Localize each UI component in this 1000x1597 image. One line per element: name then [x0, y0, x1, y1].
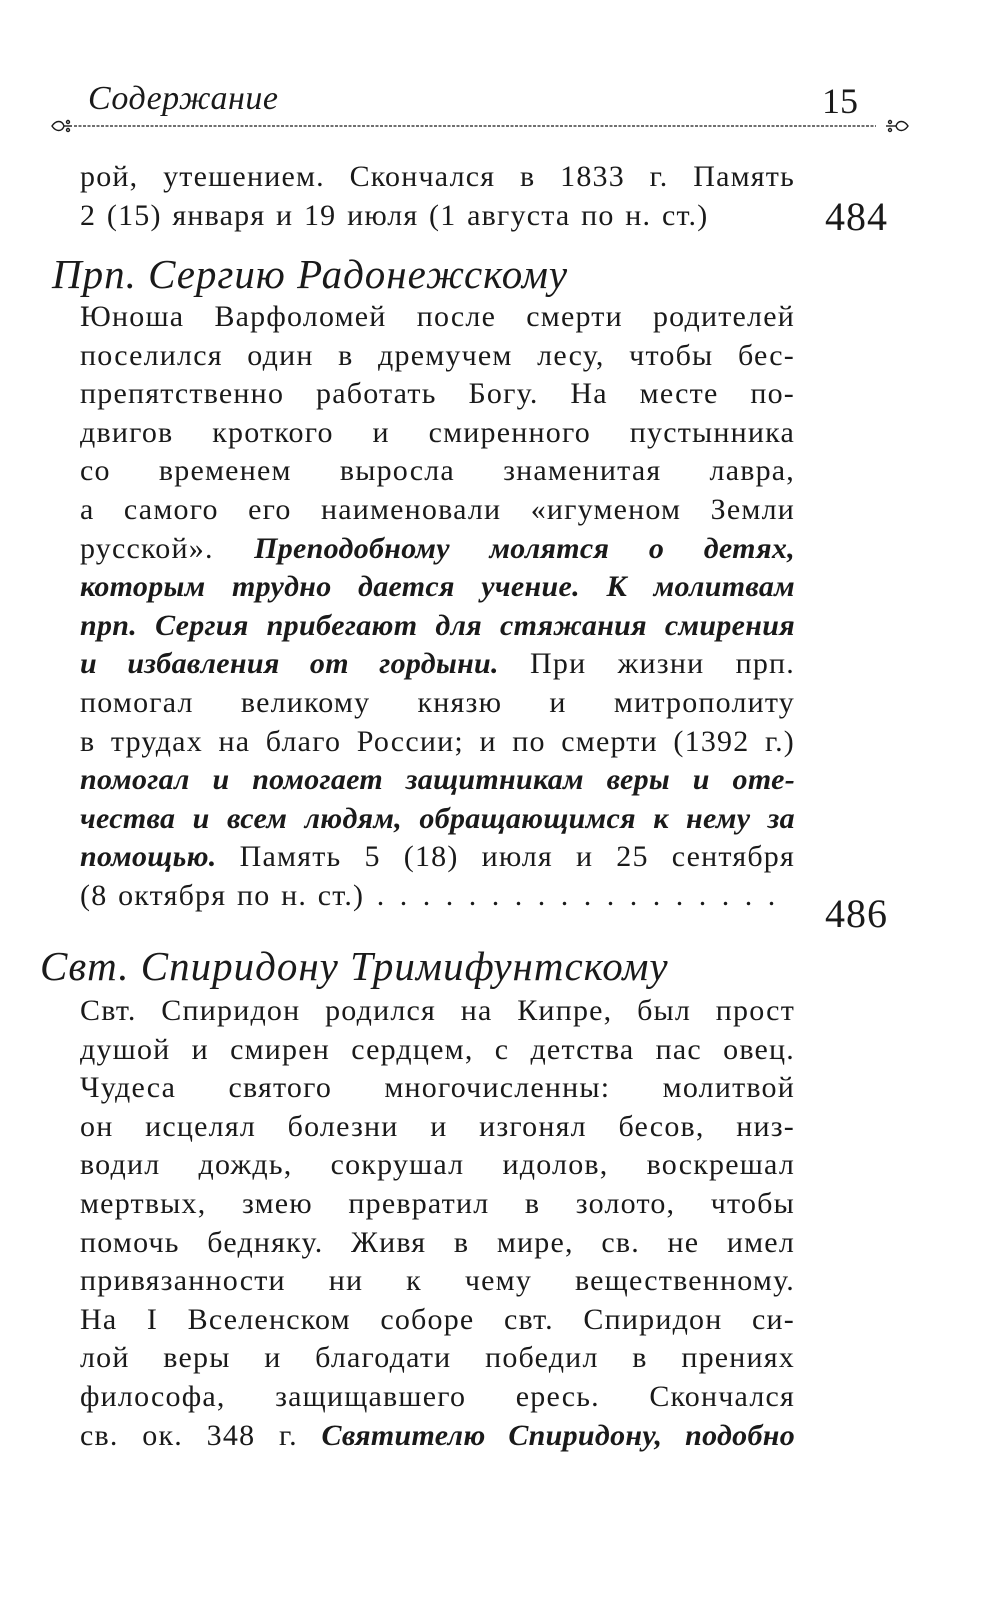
text-line [80, 800, 795, 839]
emphasis-text: чества и всем людям, обращающимся к нему за [80, 801, 795, 835]
text-line [80, 568, 795, 607]
text-segment: двигов кроткого и смиренного пустынника [80, 415, 795, 449]
text-segment: помогал великому князю и митрополиту [80, 685, 795, 719]
text-segment: лой веры и благодати победил в прениях [80, 1341, 795, 1375]
text-line [80, 298, 795, 337]
text-segment: Свт. Спиридон родился на Кипре, был прост [80, 994, 795, 1027]
text-segment: поселился один в дремучем лесу, чтобы бес- [80, 338, 795, 372]
text-segment: а самого его наименовали «игуменом Земли [80, 492, 795, 526]
text-segment: помочь бедняку. Живя в мире, св. не имел [80, 1225, 795, 1259]
text-line: рой, утешением. Скончался в 1833 г. Память [80, 160, 795, 193]
text-segment: мертвых, змею превратил в золото, чтобы [80, 1186, 795, 1220]
text-line [80, 645, 795, 684]
text-segment: На I Вселенском соборе свт. Спиридон си- [80, 1302, 795, 1336]
text-line [80, 992, 795, 1031]
text-segment: русской». [80, 531, 255, 565]
emphasis-text: помощью. [80, 840, 217, 874]
emphasis-text: Преподобному молятся о детях, [254, 531, 795, 565]
emphasis-text: прп. Сергия прибегают для стяжания смирения [80, 608, 795, 642]
dot-leader: . . . . . . . . . . . . . . . . . . [364, 878, 779, 912]
text-line [80, 684, 795, 723]
text-line [80, 491, 795, 530]
text-line [80, 1417, 795, 1456]
text-line [80, 337, 795, 376]
emphasis-text: которым трудно дается учение. К молитвам [80, 570, 795, 604]
text-segment: препятственно работать Богу. На месте по- [80, 377, 795, 411]
text-line [80, 723, 795, 762]
text-segment: Чудеса святого многочисленны: молитвой [80, 1071, 795, 1105]
left-ornament-icon [52, 121, 72, 132]
emphasis-text: Святителю Спиридону, подобно [321, 1418, 795, 1452]
text-line [80, 1108, 795, 1147]
text-line: 2 (15) января и 19 июля (1 августа по н. ст.) [80, 198, 709, 232]
text-segment: св. ок. 348 г. [80, 1418, 322, 1452]
text-line [80, 761, 795, 800]
entry-spyridon-text [80, 992, 795, 1455]
text-line [80, 877, 795, 916]
page-number: 15 [822, 81, 858, 121]
text-line [80, 452, 795, 491]
text-segment: (8 октября по н. ст.) [80, 878, 365, 912]
entry-prev-page-number: 484 [825, 194, 888, 239]
entry-title-spyridon: Свт. Спиридону Тримифунтскому [40, 943, 669, 989]
emphasis-text: и избавления от гордыни. [80, 647, 499, 681]
text-segment: философа, защищавшего ересь. Скончался [80, 1379, 795, 1413]
text-line [80, 375, 795, 414]
text-segment: Память 5 (18) июля и 25 сентября [216, 840, 795, 874]
text-segment: со временем выросла знаменитая лавра, [80, 454, 795, 488]
text-segment: в трудах на благо России; и по смерти (1392 г.) [80, 724, 795, 758]
text-line [80, 838, 795, 877]
text-line [80, 1339, 795, 1378]
text-line [80, 1301, 795, 1340]
entry-title-sergius: Прп. Сергию Радонежскому [52, 251, 569, 297]
text-segment: водил дождь, сокрушал идолов, воскрешал [80, 1148, 795, 1182]
text-line [80, 530, 795, 569]
right-ornament-icon [886, 121, 908, 132]
text-line [80, 1031, 795, 1070]
entry-sergius-text [80, 298, 795, 916]
emphasis-text: помогал и помогает защитникам веры и оте- [80, 763, 795, 797]
text-line [80, 1378, 795, 1417]
text-segment: душой и смирен сердцем, с детства пас овец. [80, 1032, 795, 1066]
text-segment: привязанности ни к чему вещественному. [80, 1264, 795, 1298]
running-title: Содержание [88, 80, 279, 117]
entry-prev-text [80, 158, 795, 235]
text-line [80, 1069, 795, 1108]
text-segment: При жизни прп. [498, 647, 795, 681]
text-line [80, 1185, 795, 1224]
header-rule [50, 116, 910, 136]
text-line [80, 1146, 795, 1185]
text-line [80, 414, 795, 453]
entry-sergius-page-number: 486 [825, 891, 888, 936]
text-line [80, 607, 795, 646]
text-segment: он исцелял болезни и изгонял бесов, низ- [80, 1109, 795, 1143]
text-line [80, 1262, 795, 1301]
text-line [80, 1224, 795, 1263]
text-segment: Юноша Варфоломей после смерти родителей [80, 300, 795, 333]
